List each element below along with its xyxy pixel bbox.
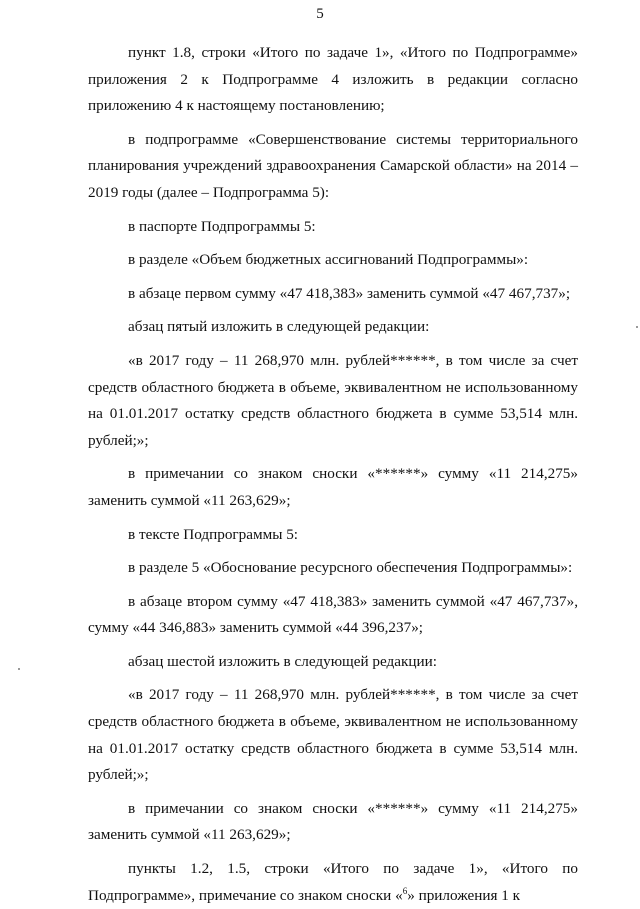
paragraph: в разделе «Объем бюджетных ассигнований Подпрограммы»:	[128, 251, 529, 269]
paragraph: в подпрограмме «Совершенствование системы территориального планирования учреждений здравоохранения Самарской области» на 2014 – 2019 годы (далее – Подпрограмма 5):	[88, 130, 578, 201]
last-paragraph-text: пункты 1.2, 1.5, строки «Итого по задаче 1», «Итого по Подпрограмме», примечание со знаком сноски «	[88, 860, 578, 904]
last-paragraph-text-end: » приложения 1 к	[407, 886, 521, 904]
footnote-marker: 6	[402, 885, 408, 896]
scan-artifact	[636, 326, 638, 328]
paragraph: в примечании со знаком сноски «******» сумму «11 214,275» заменить суммой «11 263,629»;	[88, 465, 578, 509]
paragraph: в разделе 5 «Обоснование ресурсного обеспечения Подпрограммы»:	[128, 559, 573, 577]
paragraph: абзац пятый изложить в следующей редакции:	[128, 318, 430, 336]
scan-artifact	[18, 668, 20, 670]
paragraph: «в 2017 году – 11 268,970 млн. рублей******, в том числе за счет средств областного бюджета в объеме, эквивалентном не использованному на 01.01.2017 остатку средств областного бюджета в сумме 53,514 млн. рублей;»;	[88, 686, 578, 784]
paragraph-last	[88, 856, 578, 909]
paragraph: «в 2017 году – 11 268,970 млн. рублей******, в том числе за счет средств областного бюджета в объеме, эквивалентном не использованному на 01.01.2017 остатку средств областного бюджета в сумме 53,514 млн. рублей;»;	[88, 351, 578, 449]
paragraph: в примечании со знаком сноски «******» сумму «11 214,275» заменить суммой «11 263,629»;	[88, 799, 578, 844]
paragraph: абзац шестой изложить в следующей редакции:	[128, 652, 437, 670]
paragraph: в паспорте Подпрограммы 5:	[128, 217, 316, 235]
paragraph: в абзаце втором сумму «47 418,383» заменить суммой «47 467,737», сумму «44 346,883» заменить суммой «44 396,237»;	[88, 592, 578, 637]
paragraph: пункт 1.8, строки «Итого по задаче 1», «Итого по Подпрограмме» приложения 2 к Подпрограмме 4 изложить в редакции согласно приложению 4 к настоящему постановлению;	[88, 44, 578, 115]
document-body	[88, 40, 578, 909]
paragraph: в абзаце первом сумму «47 418,383» заменить суммой «47 467,737»;	[128, 284, 571, 302]
paragraph: в тексте Подпрограммы 5:	[128, 525, 299, 543]
page-number: 5	[316, 6, 324, 22]
